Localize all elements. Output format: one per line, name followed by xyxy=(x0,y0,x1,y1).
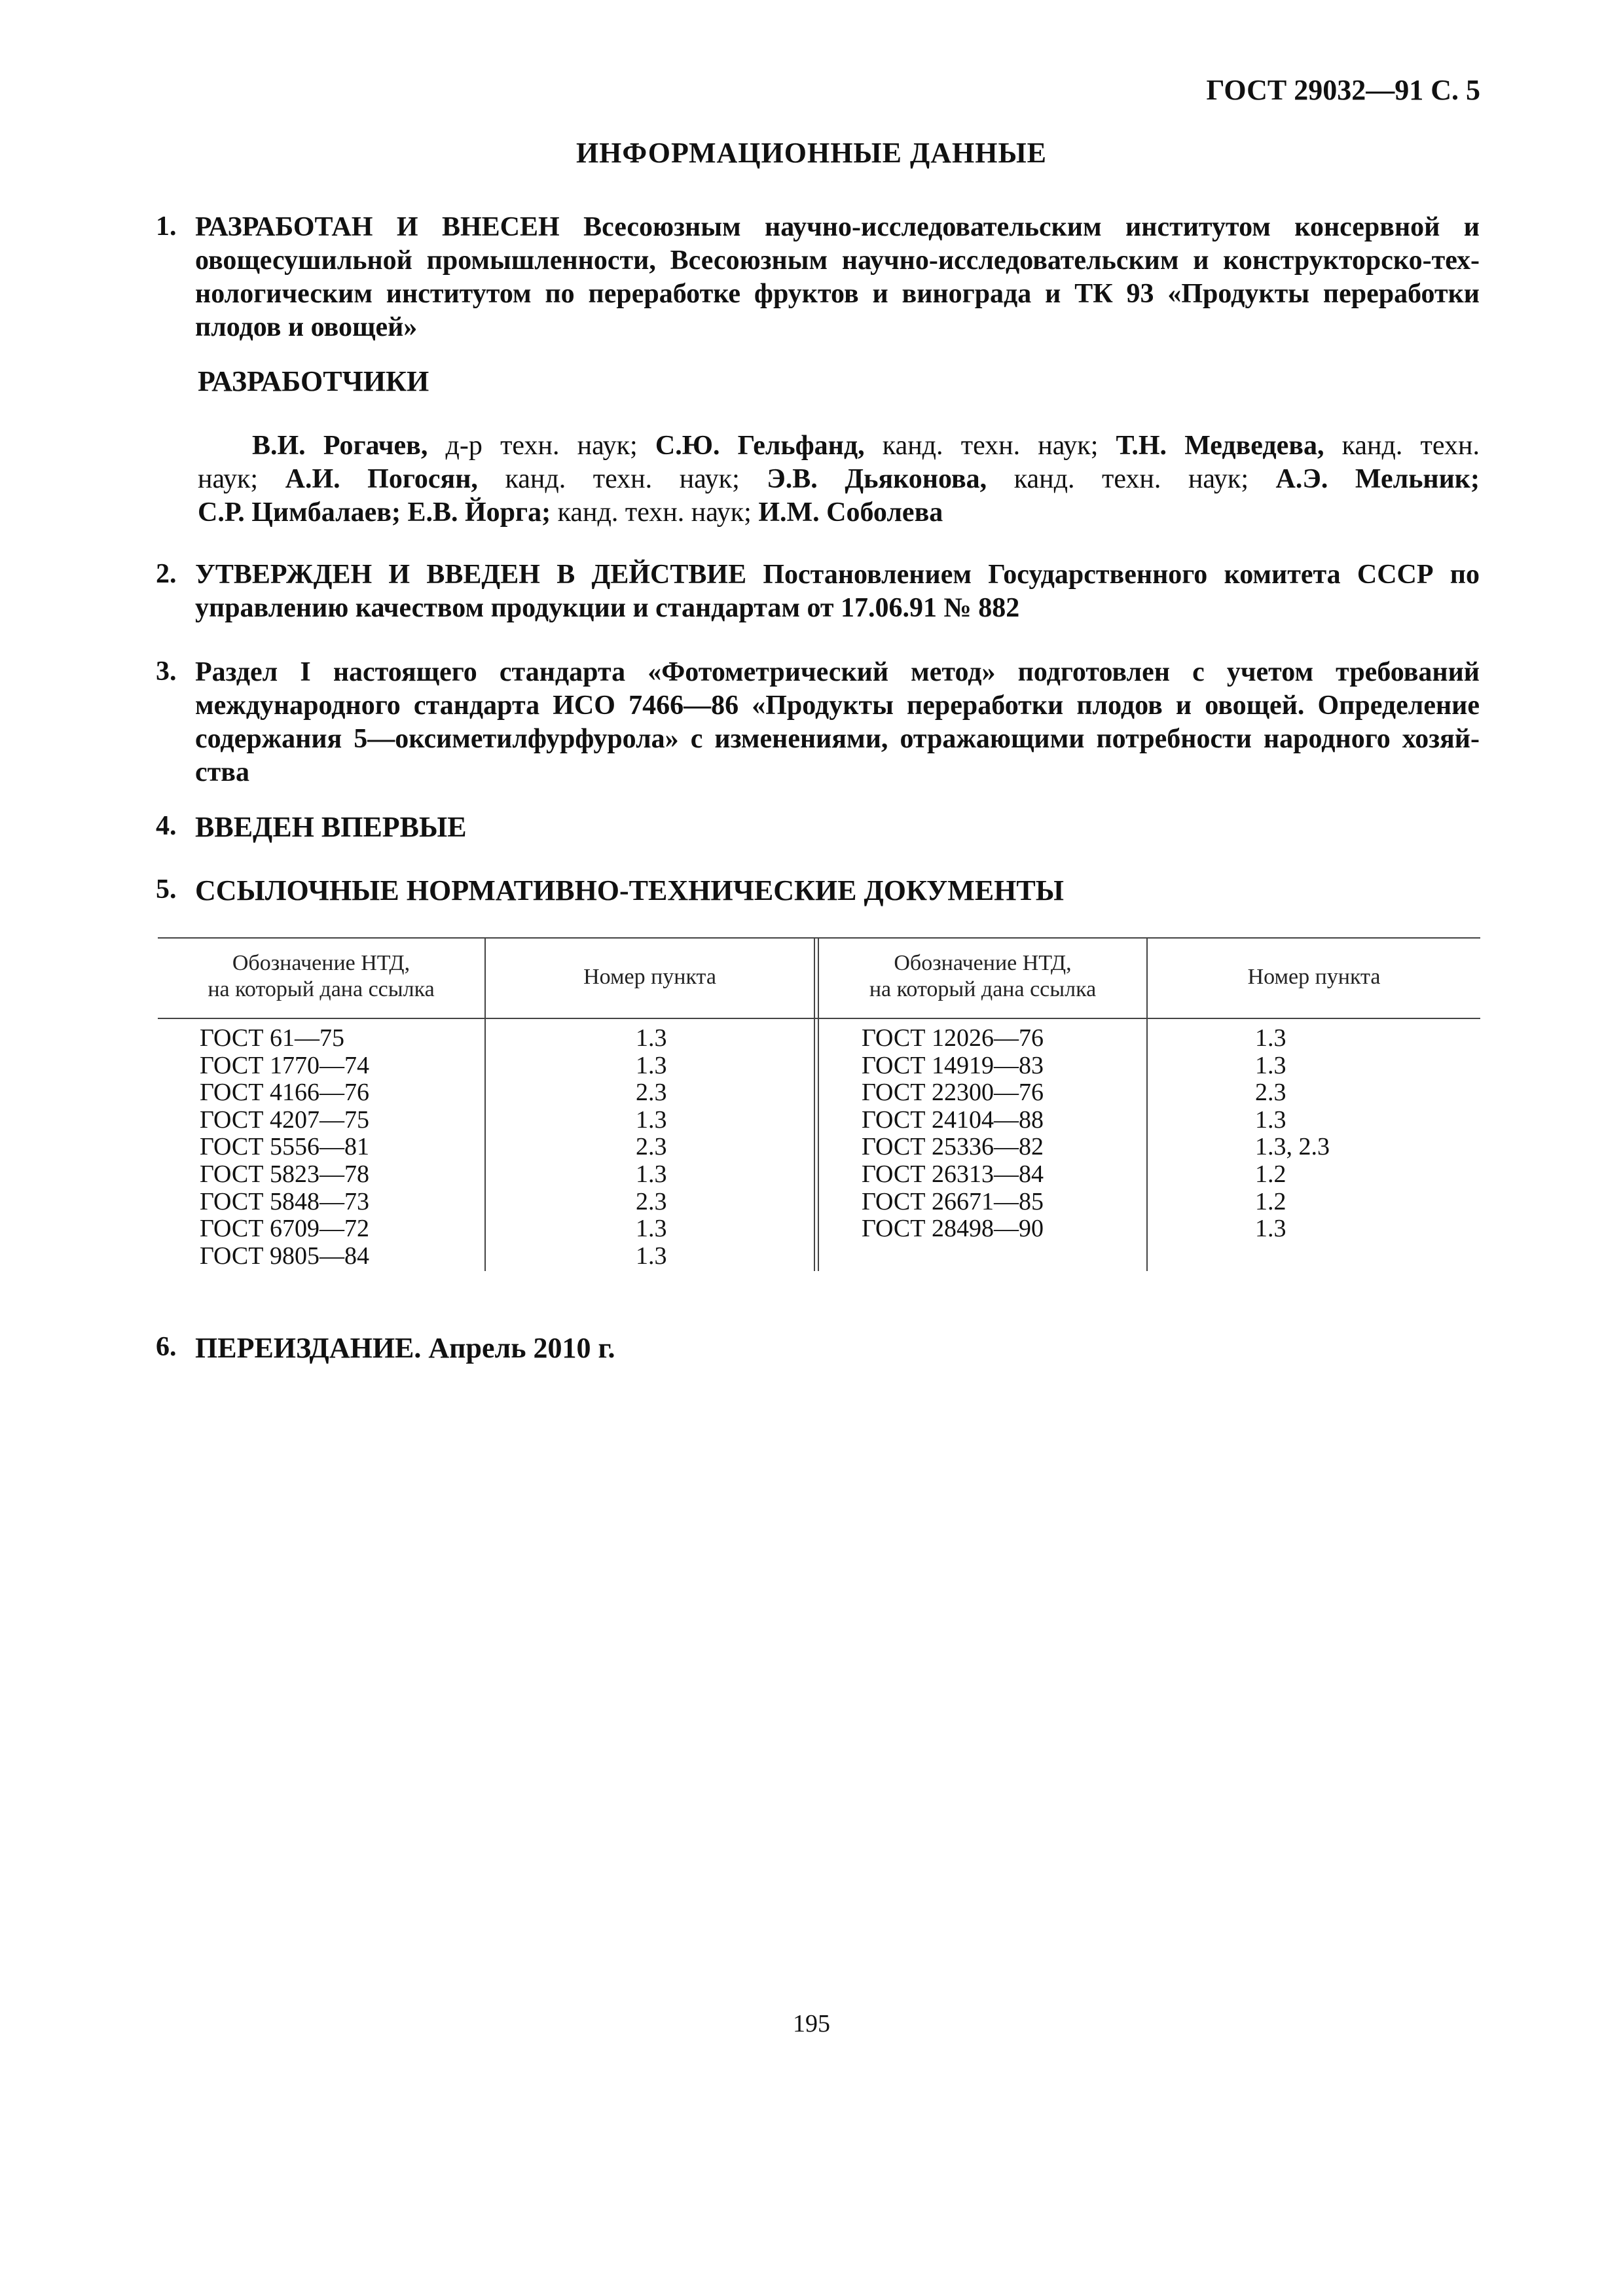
table-cell-doc: ГОСТ 14919—83 xyxy=(862,1051,1044,1079)
item-3-line-2: международного стандарта ИСО 7466—86 «Продукты переработки плодов и овощей. Определение xyxy=(195,691,1480,721)
item-1-line-4: плодов и овощей» xyxy=(195,312,418,342)
table-cell-point: 1.3 xyxy=(636,1242,667,1270)
table-cell-doc: ГОСТ 26313—84 xyxy=(862,1160,1044,1188)
table-cell-doc: ГОСТ 4207—75 xyxy=(200,1105,369,1134)
header-doc-line-1: Обозначение НТД, xyxy=(894,951,1072,975)
developers-list xyxy=(252,429,1480,463)
item-4-number: 4. xyxy=(156,811,177,841)
developer-title: канд. техн. наук; xyxy=(987,464,1276,494)
item-3-line-3: содержания 5—оксиметилфурфурола» с изменениями, отражающими потребности народного хозяй- xyxy=(195,724,1480,754)
table-cell-point: 1.3 xyxy=(1255,1105,1286,1134)
left-point-column xyxy=(636,1025,667,1270)
table-cell-point: 1.3, 2.3 xyxy=(1255,1133,1330,1161)
table-cell-doc: ГОСТ 26671—85 xyxy=(862,1187,1044,1215)
developer-name: И.М. Соболева xyxy=(758,497,943,528)
table-cell-point: 2.3 xyxy=(636,1187,667,1215)
table-cell-doc: ГОСТ 1770—74 xyxy=(200,1051,369,1079)
developers-list-cont xyxy=(198,463,1480,529)
header-point-right: Номер пункта xyxy=(1247,965,1381,989)
page-title: ИНФОРМАЦИОННЫЕ ДАННЫЕ xyxy=(575,137,1048,169)
item-2-line-1: Постановлением Государственного комитета СССР по xyxy=(746,560,1480,590)
developers-line-3 xyxy=(198,496,1480,529)
table-header-rule xyxy=(158,1018,1480,1019)
item-2-lead: УТВЕРЖДЕН И ВВЕДЕН В ДЕЙСТВИЕ xyxy=(195,560,747,590)
item-1-text xyxy=(195,211,1480,244)
item-3-line-1: Раздел I настоящего стандарта «Фотометрический метод» подготовлен с учетом требований xyxy=(195,657,1480,687)
header-doc-left xyxy=(158,950,484,1003)
table-cell-point: 2.3 xyxy=(636,1079,667,1107)
developer-name: С.Р. Цимбалаев; Е.В. Йорга; xyxy=(198,497,551,528)
header-doc-line-2: на который дана ссылка xyxy=(208,977,435,1001)
page-number: 195 xyxy=(793,2010,830,2037)
table-cell-doc: ГОСТ 12026—76 xyxy=(862,1024,1044,1052)
header-point-left: Номер пункта xyxy=(583,965,716,989)
item-3-line-4: ства xyxy=(195,757,249,787)
developer-title: д-р техн. наук; xyxy=(428,431,655,461)
item-1-line-2: овощесушильной промышленности, Всесоюзным научно-исследовательским и конструкторско-тех- xyxy=(195,245,1480,276)
table-top-rule xyxy=(158,937,1480,939)
table-divider xyxy=(814,937,815,1271)
developer-name: Э.В. Дьяконова, xyxy=(767,464,987,494)
header-doc-line-1: Обозначение НТД, xyxy=(232,951,410,975)
item-5-text: ССЫЛОЧНЫЕ НОРМАТИВНО-ТЕХНИЧЕСКИЕ ДОКУМЕНТЫ xyxy=(195,874,1064,906)
item-5-number: 5. xyxy=(156,874,177,905)
developer-name: В.И. Рогачев, xyxy=(252,431,428,461)
table-cell-doc: ГОСТ 4166—76 xyxy=(200,1079,369,1107)
item-1-lead: РАЗРАБОТАН И ВНЕСЕН xyxy=(195,212,560,242)
table-cell-doc: ГОСТ 5556—81 xyxy=(200,1133,369,1161)
table-cell-point: 1.3 xyxy=(1255,1051,1286,1079)
table-cell-point: 1.3 xyxy=(1255,1215,1286,1243)
item-6-lead: ПЕРЕИЗДАНИЕ. xyxy=(195,1332,422,1364)
table-cell-doc: ГОСТ 6709—72 xyxy=(200,1215,369,1243)
item-2-number: 2. xyxy=(156,559,177,589)
developer-title: канд. техн. xyxy=(1324,431,1480,461)
developers-heading: РАЗРАБОТЧИКИ xyxy=(198,365,429,397)
developer-name: А.Э. Мельник; xyxy=(1275,464,1480,494)
item-3-text xyxy=(195,656,1480,789)
table-cell-doc: ГОСТ 24104—88 xyxy=(862,1105,1044,1134)
developers-line-2 xyxy=(198,463,1480,496)
developer-title: канд. техн. наук; xyxy=(477,464,767,494)
item-3-number: 3. xyxy=(156,656,177,687)
item-2-line-2: управлению качеством продукции и стандартам от 17.06.91 № 882 xyxy=(195,593,1020,623)
table-cell-doc: ГОСТ 9805—84 xyxy=(200,1242,369,1270)
table-cell-point: 1.3 xyxy=(636,1105,667,1134)
right-doc-column xyxy=(862,1025,1044,1243)
table-cell-point: 2.3 xyxy=(1255,1079,1286,1107)
table-cell-point: 1.3 xyxy=(636,1024,667,1052)
item-1-line-1: Всесоюзным научно-исследовательским институтом консервной и xyxy=(583,212,1480,242)
table-cell-point: 1.2 xyxy=(1255,1187,1286,1215)
item-2-text xyxy=(195,558,1480,625)
developer-name: С.Ю. Гельфанд, xyxy=(655,431,865,461)
header-doc-right xyxy=(819,950,1146,1003)
table-cell-doc: ГОСТ 28498—90 xyxy=(862,1215,1044,1243)
left-doc-column xyxy=(200,1025,369,1270)
table-cell-doc: ГОСТ 25336—82 xyxy=(862,1133,1044,1161)
table-cell-point: 1.3 xyxy=(636,1051,667,1079)
table-cell-point: 1.2 xyxy=(1255,1160,1286,1188)
item-6-number: 6. xyxy=(156,1332,177,1362)
document-code: ГОСТ 29032—91 С. 5 xyxy=(1206,74,1480,106)
item-6-rest: Апрель 2010 г. xyxy=(421,1332,615,1364)
developer-title: канд. техн. наук; xyxy=(864,431,1116,461)
developers-line-1 xyxy=(252,429,1480,463)
table-cell-doc: ГОСТ 5848—73 xyxy=(200,1187,369,1215)
item-1-number: 1. xyxy=(156,211,177,242)
table-cell-point: 1.3 xyxy=(1255,1024,1286,1052)
table-cell-doc: ГОСТ 5823—78 xyxy=(200,1160,369,1188)
developer-title: канд. техн. наук; xyxy=(551,497,759,528)
table-cell-doc: ГОСТ 22300—76 xyxy=(862,1079,1044,1107)
item-1-line-2-block xyxy=(195,244,1480,344)
item-6-text xyxy=(195,1331,615,1365)
table-cell-point: 2.3 xyxy=(636,1133,667,1161)
table-cell-point: 1.3 xyxy=(636,1160,667,1188)
developer-name: А.И. Погосян, xyxy=(285,464,478,494)
right-point-column xyxy=(1255,1025,1330,1243)
developer-title: наук; xyxy=(198,464,285,494)
developer-name: Т.Н. Медведева, xyxy=(1116,431,1324,461)
table-cell-doc: ГОСТ 61—75 xyxy=(200,1024,344,1052)
table-cell-point: 1.3 xyxy=(636,1215,667,1243)
item-4-text: ВВЕДЕН ВПЕРВЫЕ xyxy=(195,811,467,843)
header-doc-line-2: на который дана ссылка xyxy=(869,977,1097,1001)
item-1-line-3: нологическим институтом по переработке фруктов и винограда и ТК 93 «Продукты переработки xyxy=(195,279,1480,309)
